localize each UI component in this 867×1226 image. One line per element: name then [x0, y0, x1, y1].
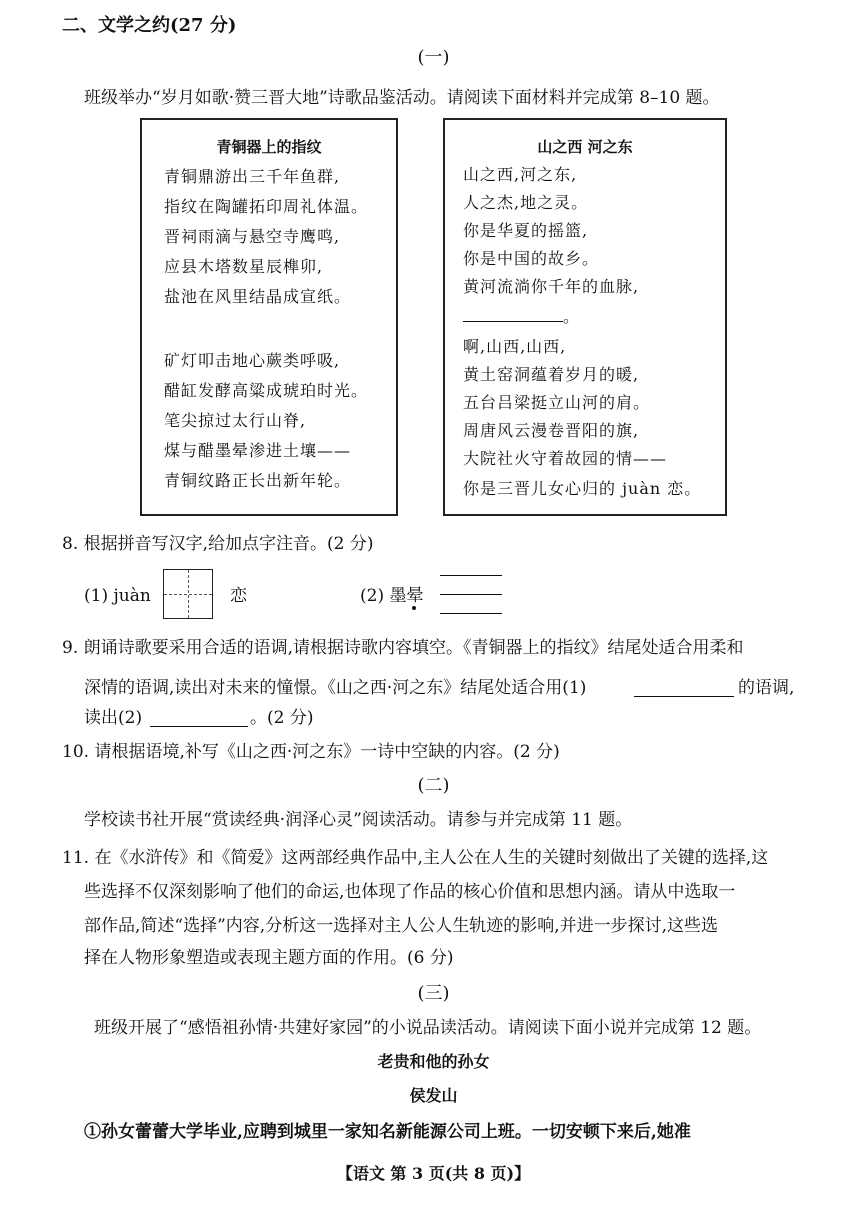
poem-right-line: 人之杰,地之灵。 — [463, 193, 589, 212]
q8-item1-suffix: 恋 — [230, 586, 247, 606]
poem-left-line: 醋缸发酵高粱成琥珀时光。 — [164, 381, 369, 400]
blank-suffix: 。 — [563, 307, 581, 326]
q10-text: 10. 请根据语境,补写《山之西·河之东》一诗中空缺的内容。(2 分) — [62, 742, 560, 762]
poem-right-line: 黄土窑洞蕴着岁月的暖, — [463, 365, 640, 384]
q8-item2-label: (2) 墨晕 — [360, 586, 424, 606]
poem-left-line: 晋祠雨滴与悬空寺鹰鸣, — [164, 227, 341, 246]
poem-right-blank-line — [463, 306, 580, 328]
q9-line2b: 的语调, — [738, 678, 795, 698]
story-author: 侯发山 — [409, 1086, 458, 1105]
q11-line: 择在人物形象塑造或表现主题方面的作用。(6 分) — [84, 948, 454, 968]
poem-left-line: 盐池在风里结晶成宣纸。 — [164, 287, 352, 306]
poem-left-title: 青铜器上的指纹 — [216, 138, 322, 156]
part1-intro: 班级举办“岁月如歌·赞三晋大地”诗歌品鉴活动。请阅读下面材料并完成第 8–10 题。 — [84, 88, 720, 108]
q11-line: 部作品,简述“选择”内容,分析这一选择对主人公人生轨迹的影响,并进一步探讨,这些选 — [84, 916, 718, 936]
poem-right-line: 你是华夏的摇篮, — [463, 221, 589, 240]
poem-right-line: 五台吕梁挺立山河的肩。 — [463, 393, 651, 412]
answer-blank[interactable] — [150, 726, 248, 727]
section-heading: 二、文学之约(27 分) — [62, 15, 237, 36]
poem-left-line: 青铜纹路正长出新年轮。 — [164, 471, 352, 490]
poem-right-title: 山之西 河之东 — [537, 138, 633, 156]
page-footer: 【语文 第 3 页(共 8 页)】 — [336, 1164, 531, 1183]
poem-left-line: 青铜鼎游出三千年鱼群, — [164, 167, 341, 186]
poem-right-line: 啊,山西,山西, — [463, 337, 567, 356]
q9-line1: 9. 朗诵诗歌要采用合适的语调,请根据诗歌内容填空。《青铜器上的指纹》结尾处适合用柔和 — [62, 638, 744, 658]
part1-label: (一) — [417, 47, 450, 68]
poem-right-line: 你是中国的故乡。 — [463, 249, 600, 268]
q9-line3a: 读出(2) — [84, 708, 143, 728]
poem-box-left — [140, 118, 398, 516]
part2-label: (二) — [417, 775, 450, 796]
poem-left-line: 笔尖掠过太行山脊, — [164, 411, 307, 430]
answer-line[interactable] — [440, 613, 502, 614]
poem-right-line: 大院社火守着故园的情—— — [463, 449, 668, 468]
answer-line[interactable] — [440, 575, 502, 576]
q8-text: 8. 根据拼音写汉字,给加点字注音。(2 分) — [62, 534, 374, 554]
q11-line: 11. 在《水浒传》和《简爱》这两部经典作品中,主人公在人生的关键时刻做出了关键的选择,这 — [62, 848, 769, 868]
story-paragraph: ①孙女蕾蕾大学毕业,应聘到城里一家知名新能源公司上班。一切安顿下来后,她准 — [84, 1122, 691, 1142]
poem-left-line: 煤与醋墨晕渗进土壤—— — [164, 441, 352, 460]
q11-line: 些选择不仅深刻影响了他们的命运,也体现了作品的核心价值和思想内涵。请从中选取一 — [84, 882, 736, 902]
poem-right-line: 山之西,河之东, — [463, 165, 578, 184]
poem-right-line: 你是三晋儿女心归的 juàn 恋。 — [463, 479, 702, 498]
q9-line3b: 。(2 分) — [250, 708, 314, 728]
part3-label: (三) — [417, 983, 450, 1004]
tianzige-box[interactable] — [163, 569, 213, 619]
answer-line[interactable] — [440, 594, 502, 595]
story-title: 老贵和他的孙女 — [377, 1052, 490, 1071]
poem-box-right — [443, 118, 727, 516]
q8-item1-label: (1) juàn — [84, 586, 151, 606]
emphasis-dot — [412, 606, 416, 610]
q9-line2a: 深情的语调,读出对未来的憧憬。《山之西·河之东》结尾处适合用(1) — [84, 678, 587, 698]
poem-left-line: 矿灯叩击地心蕨类呼吸, — [164, 351, 341, 370]
part2-intro: 学校读书社开展“赏读经典·润泽心灵”阅读活动。请参与并完成第 11 题。 — [84, 810, 633, 830]
answer-blank[interactable] — [634, 696, 734, 697]
answer-blank[interactable] — [463, 307, 563, 322]
part3-intro: 班级开展了“感悟祖孙情·共建好家园”的小说品读活动。请阅读下面小说并完成第 12 题。 — [94, 1018, 762, 1038]
poem-left-line: 指纹在陶罐拓印周礼体温。 — [164, 197, 369, 216]
poem-right-line: 黄河流淌你千年的血脉, — [463, 277, 640, 296]
poem-right-line: 周唐风云漫卷晋阳的旗, — [463, 421, 640, 440]
poem-left-line: 应县木塔数星辰榫卯, — [164, 257, 324, 276]
